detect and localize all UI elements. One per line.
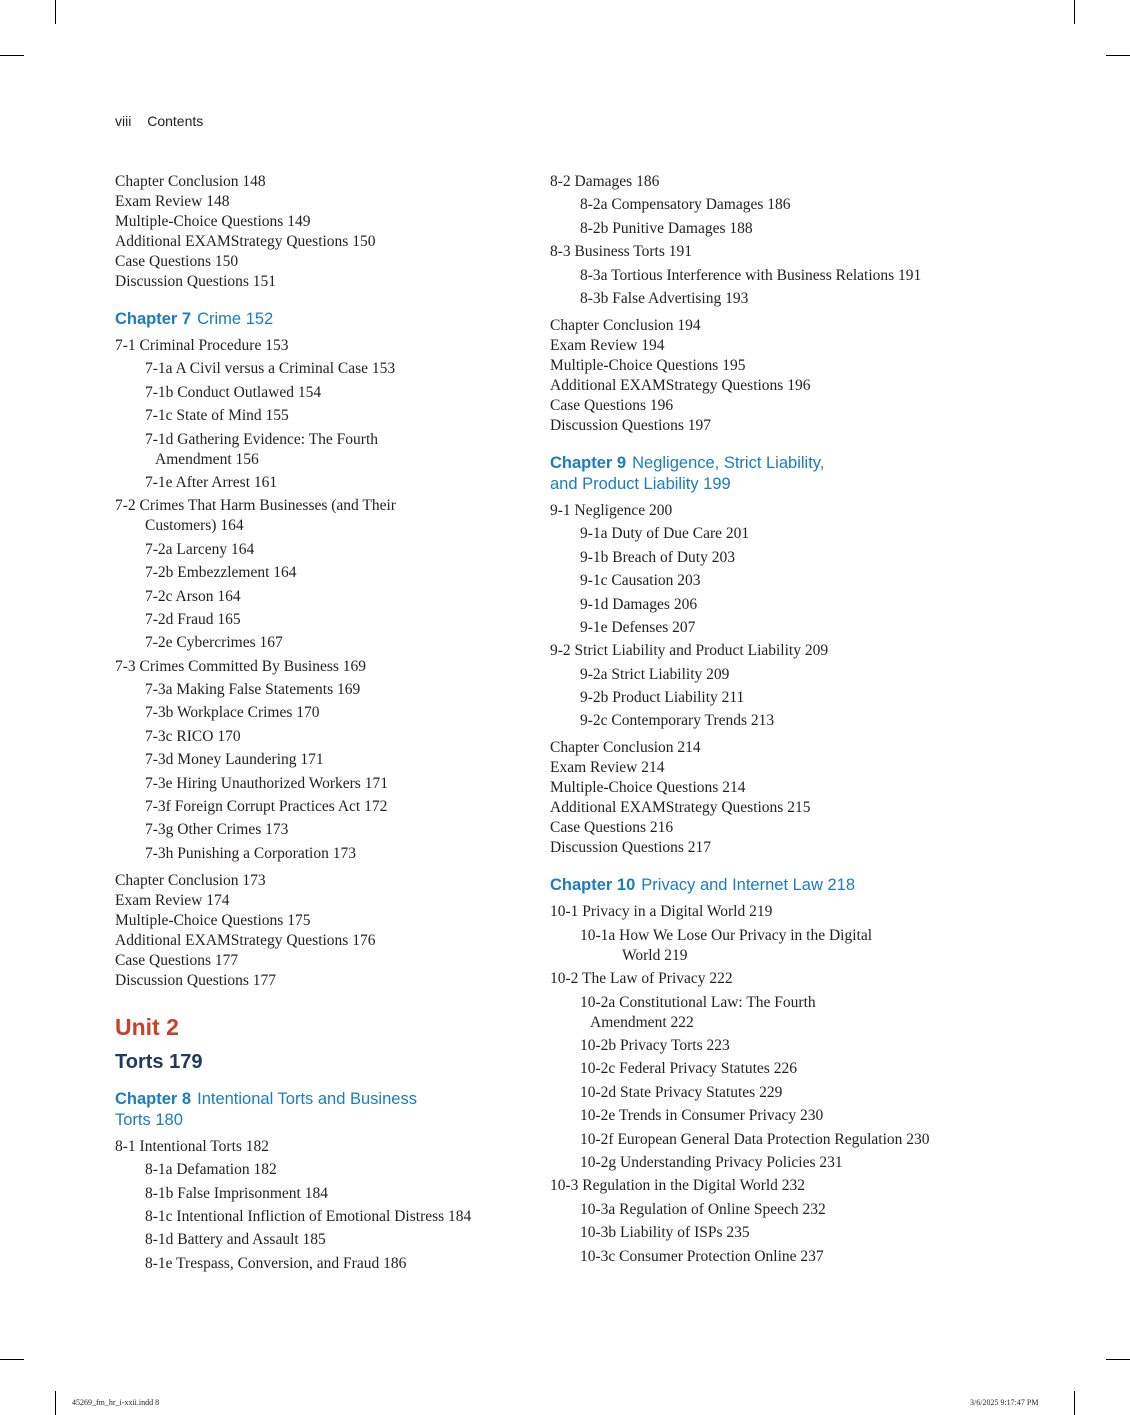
chapter-8-heading bbox=[115, 1089, 535, 1131]
toc-subsection: 9-1d Damages 206 bbox=[580, 595, 698, 613]
toc-section: 8-3 Business Torts 191 bbox=[550, 243, 693, 261]
toc-entry: Exam Review 148 bbox=[115, 193, 230, 210]
print-slug-file: 45269_fm_hr_i-xxii.indd 8 bbox=[72, 1398, 160, 1407]
toc-subsection: 9-2c Contemporary Trends 213 bbox=[580, 712, 775, 730]
toc-subsection: 10-2g Understanding Privacy Policies 231 bbox=[580, 1153, 843, 1171]
toc-subsection: 8-1c Intentional Infliction of Emotional Distress 184 bbox=[145, 1207, 472, 1225]
toc-entry: Additional EXAMStrategy Questions 196 bbox=[550, 376, 811, 394]
toc-subsection: 7-2a Larceny 164 bbox=[145, 540, 255, 558]
toc-entry: Additional EXAMStrategy Questions 150 bbox=[115, 233, 376, 250]
chapter-7-end-matter bbox=[115, 871, 535, 991]
toc-section: 8-2 Damages 186 bbox=[550, 173, 660, 190]
toc-section: 8-1 Intentional Torts 182 bbox=[115, 1137, 270, 1155]
toc-entry: Multiple-Choice Questions 214 bbox=[550, 779, 746, 797]
toc-subsection: 7-1b Conduct Outlawed 154 bbox=[145, 383, 322, 401]
unit-label: Unit 2 bbox=[115, 1013, 179, 1040]
toc-subsection: 7-3e Hiring Unauthorized Workers 171 bbox=[145, 774, 388, 792]
unit-title: Torts 179 bbox=[115, 1050, 203, 1073]
toc-subsection: 10-3a Regulation of Online Speech 232 bbox=[580, 1200, 826, 1218]
toc-subsection: 8-1d Battery and Assault 185 bbox=[145, 1231, 326, 1249]
toc-entry: Chapter Conclusion 194 bbox=[550, 316, 701, 334]
toc-entry: Chapter Conclusion 148 bbox=[115, 173, 266, 190]
crop-mark bbox=[1074, 1391, 1075, 1415]
toc-entry: Chapter Conclusion 173 bbox=[115, 871, 266, 889]
page-number: viii bbox=[115, 113, 132, 129]
toc-entry: Discussion Questions 217 bbox=[550, 839, 712, 857]
crop-mark bbox=[0, 1359, 24, 1360]
running-head-title: Contents bbox=[147, 113, 204, 129]
chapter-title: Intentional Torts and Business bbox=[197, 1089, 417, 1108]
toc-subsection: 10-2e Trends in Consumer Privacy 230 bbox=[580, 1107, 824, 1125]
chapter-title: Crime 152 bbox=[197, 310, 274, 328]
toc-subsection-continuation: World 219 bbox=[622, 946, 688, 964]
toc-subsection: 8-3a Tortious Interference with Business Relations 191 bbox=[580, 266, 922, 284]
toc-subsection: 10-2c Federal Privacy Statutes 226 bbox=[580, 1060, 797, 1078]
toc-subsection-continuation: Amendment 222 bbox=[590, 1013, 694, 1031]
toc-subsection: 7-1a A Civil versus a Criminal Case 153 bbox=[145, 360, 396, 378]
toc-subsection: 10-2f European General Data Protection Regulation 230 bbox=[580, 1130, 930, 1148]
toc-subsection bbox=[550, 993, 860, 1033]
toc-entry: Case Questions 150 bbox=[115, 253, 239, 270]
toc-subsection: 8-2a Compensatory Damages 186 bbox=[580, 196, 791, 214]
toc-subsection bbox=[115, 430, 425, 470]
chapter-title: Negligence, Strict Liability, bbox=[632, 453, 825, 472]
toc-subsection bbox=[550, 926, 920, 966]
toc-section-line: 7-2 Crimes That Harm Businesses (and Their bbox=[115, 497, 396, 515]
toc-section: 10-3 Regulation in the Digital World 232 bbox=[550, 1177, 806, 1195]
chapter-title-continuation: and Product Liability 199 bbox=[550, 474, 731, 493]
toc-right-column bbox=[550, 172, 980, 1267]
toc-subsection: 10-2d State Privacy Statutes 229 bbox=[580, 1083, 783, 1101]
running-head bbox=[115, 113, 203, 129]
toc-subsection: 9-1e Defenses 207 bbox=[580, 618, 696, 636]
toc-subsection: 7-2e Cybercrimes 167 bbox=[145, 634, 283, 652]
chapter-title: Privacy and Internet Law 218 bbox=[641, 876, 855, 895]
toc-subsection: 7-3g Other Crimes 173 bbox=[145, 821, 289, 839]
crop-mark bbox=[55, 0, 56, 24]
toc-subsection-continuation: Amendment 156 bbox=[155, 450, 259, 468]
chapter-10-heading bbox=[550, 875, 980, 896]
chapter-label: Chapter 7 bbox=[115, 310, 192, 328]
toc-entry: Discussion Questions 177 bbox=[115, 971, 277, 989]
chapter-8-end-matter bbox=[550, 316, 980, 436]
chapter-6-end-matter bbox=[115, 172, 535, 292]
crop-mark bbox=[0, 55, 24, 56]
chapter-label: Chapter 9 bbox=[550, 453, 627, 472]
print-slug-timestamp: 3/6/2025 9:17:47 PM bbox=[970, 1398, 1039, 1407]
toc-subsection: 8-1a Defamation 182 bbox=[145, 1161, 277, 1179]
toc-subsection: 8-3b False Advertising 193 bbox=[580, 289, 749, 307]
toc-subsection: 10-3b Liability of ISPs 235 bbox=[580, 1224, 750, 1242]
toc-entry: Case Questions 177 bbox=[115, 951, 239, 969]
toc-section: 7-1 Criminal Procedure 153 bbox=[115, 337, 289, 354]
toc-subsection: 9-1c Causation 203 bbox=[580, 572, 701, 590]
chapter-9-heading bbox=[550, 453, 980, 495]
toc-subsection: 7-3b Workplace Crimes 170 bbox=[145, 704, 320, 722]
toc-subsection: 7-2c Arson 164 bbox=[145, 587, 241, 605]
chapter-label: Chapter 10 bbox=[550, 876, 636, 895]
toc-subsection: 10-3c Consumer Protection Online 237 bbox=[580, 1247, 824, 1265]
toc-subsection-line: 7-1d Gathering Evidence: The Fourth bbox=[145, 430, 379, 448]
toc-entry: Exam Review 194 bbox=[550, 336, 665, 354]
crop-mark bbox=[1106, 1359, 1130, 1360]
toc-subsection: 7-2b Embezzlement 164 bbox=[145, 564, 297, 582]
toc-subsection: 7-1c State of Mind 155 bbox=[145, 407, 289, 425]
toc-subsection-line: 10-2a Constitutional Law: The Fourth bbox=[580, 993, 816, 1011]
toc-subsection-line: 10-1a How We Lose Our Privacy in the Digital bbox=[580, 926, 873, 944]
toc-section: 9-2 Strict Liability and Product Liability 209 bbox=[550, 642, 829, 660]
toc-entry: Chapter Conclusion 214 bbox=[550, 739, 701, 757]
toc-section bbox=[115, 496, 425, 536]
toc-section: 10-2 The Law of Privacy 222 bbox=[550, 970, 733, 988]
toc-subsection: 9-1a Duty of Due Care 201 bbox=[580, 525, 750, 543]
crop-mark bbox=[1106, 55, 1130, 56]
toc-subsection: 7-3a Making False Statements 169 bbox=[145, 681, 361, 699]
chapter-title-continuation: Torts 180 bbox=[115, 1110, 183, 1129]
toc-entry: Discussion Questions 151 bbox=[115, 273, 277, 290]
crop-mark bbox=[1074, 0, 1075, 24]
toc-subsection: 7-2d Fraud 165 bbox=[145, 610, 241, 628]
toc-section-continuation: Customers) 164 bbox=[145, 517, 244, 535]
toc-entry: Additional EXAMStrategy Questions 215 bbox=[550, 799, 811, 817]
toc-left-column bbox=[115, 172, 535, 1274]
toc-entry: Multiple-Choice Questions 149 bbox=[115, 213, 311, 230]
toc-entry: Multiple-Choice Questions 175 bbox=[115, 911, 311, 929]
chapter-7-heading bbox=[115, 309, 535, 330]
toc-entry: Case Questions 196 bbox=[550, 396, 674, 414]
toc-subsection: 7-3f Foreign Corrupt Practices Act 172 bbox=[145, 798, 388, 816]
toc-subsection: 8-1b False Imprisonment 184 bbox=[145, 1184, 328, 1202]
toc-entry: Exam Review 174 bbox=[115, 891, 230, 909]
toc-section: 7-3 Crimes Committed By Business 169 bbox=[115, 657, 367, 675]
toc-subsection: 10-2b Privacy Torts 223 bbox=[580, 1037, 730, 1055]
toc-entry: Exam Review 214 bbox=[550, 759, 665, 777]
chapter-label: Chapter 8 bbox=[115, 1089, 192, 1108]
chapter-9-end-matter bbox=[550, 738, 980, 858]
toc-subsection: 8-1e Trespass, Conversion, and Fraud 186 bbox=[145, 1254, 407, 1272]
toc-entry: Discussion Questions 197 bbox=[550, 416, 712, 434]
toc-subsection: 7-3c RICO 170 bbox=[145, 727, 241, 745]
toc-section: 10-1 Privacy in a Digital World 219 bbox=[550, 903, 773, 921]
toc-subsection: 9-1b Breach of Duty 203 bbox=[580, 548, 735, 566]
toc-entry: Multiple-Choice Questions 195 bbox=[550, 356, 746, 374]
crop-mark bbox=[55, 1391, 56, 1415]
toc-entry: Case Questions 216 bbox=[550, 819, 674, 837]
toc-subsection: 7-1e After Arrest 161 bbox=[145, 473, 278, 491]
toc-section: 9-1 Negligence 200 bbox=[550, 501, 673, 519]
toc-entry: Additional EXAMStrategy Questions 176 bbox=[115, 931, 376, 949]
toc-subsection: 9-2a Strict Liability 209 bbox=[580, 665, 730, 683]
toc-subsection: 7-3h Punishing a Corporation 173 bbox=[145, 844, 356, 862]
toc-subsection: 8-2b Punitive Damages 188 bbox=[580, 219, 753, 237]
toc-subsection: 9-2b Product Liability 211 bbox=[580, 689, 745, 707]
toc-subsection: 7-3d Money Laundering 171 bbox=[145, 751, 324, 769]
